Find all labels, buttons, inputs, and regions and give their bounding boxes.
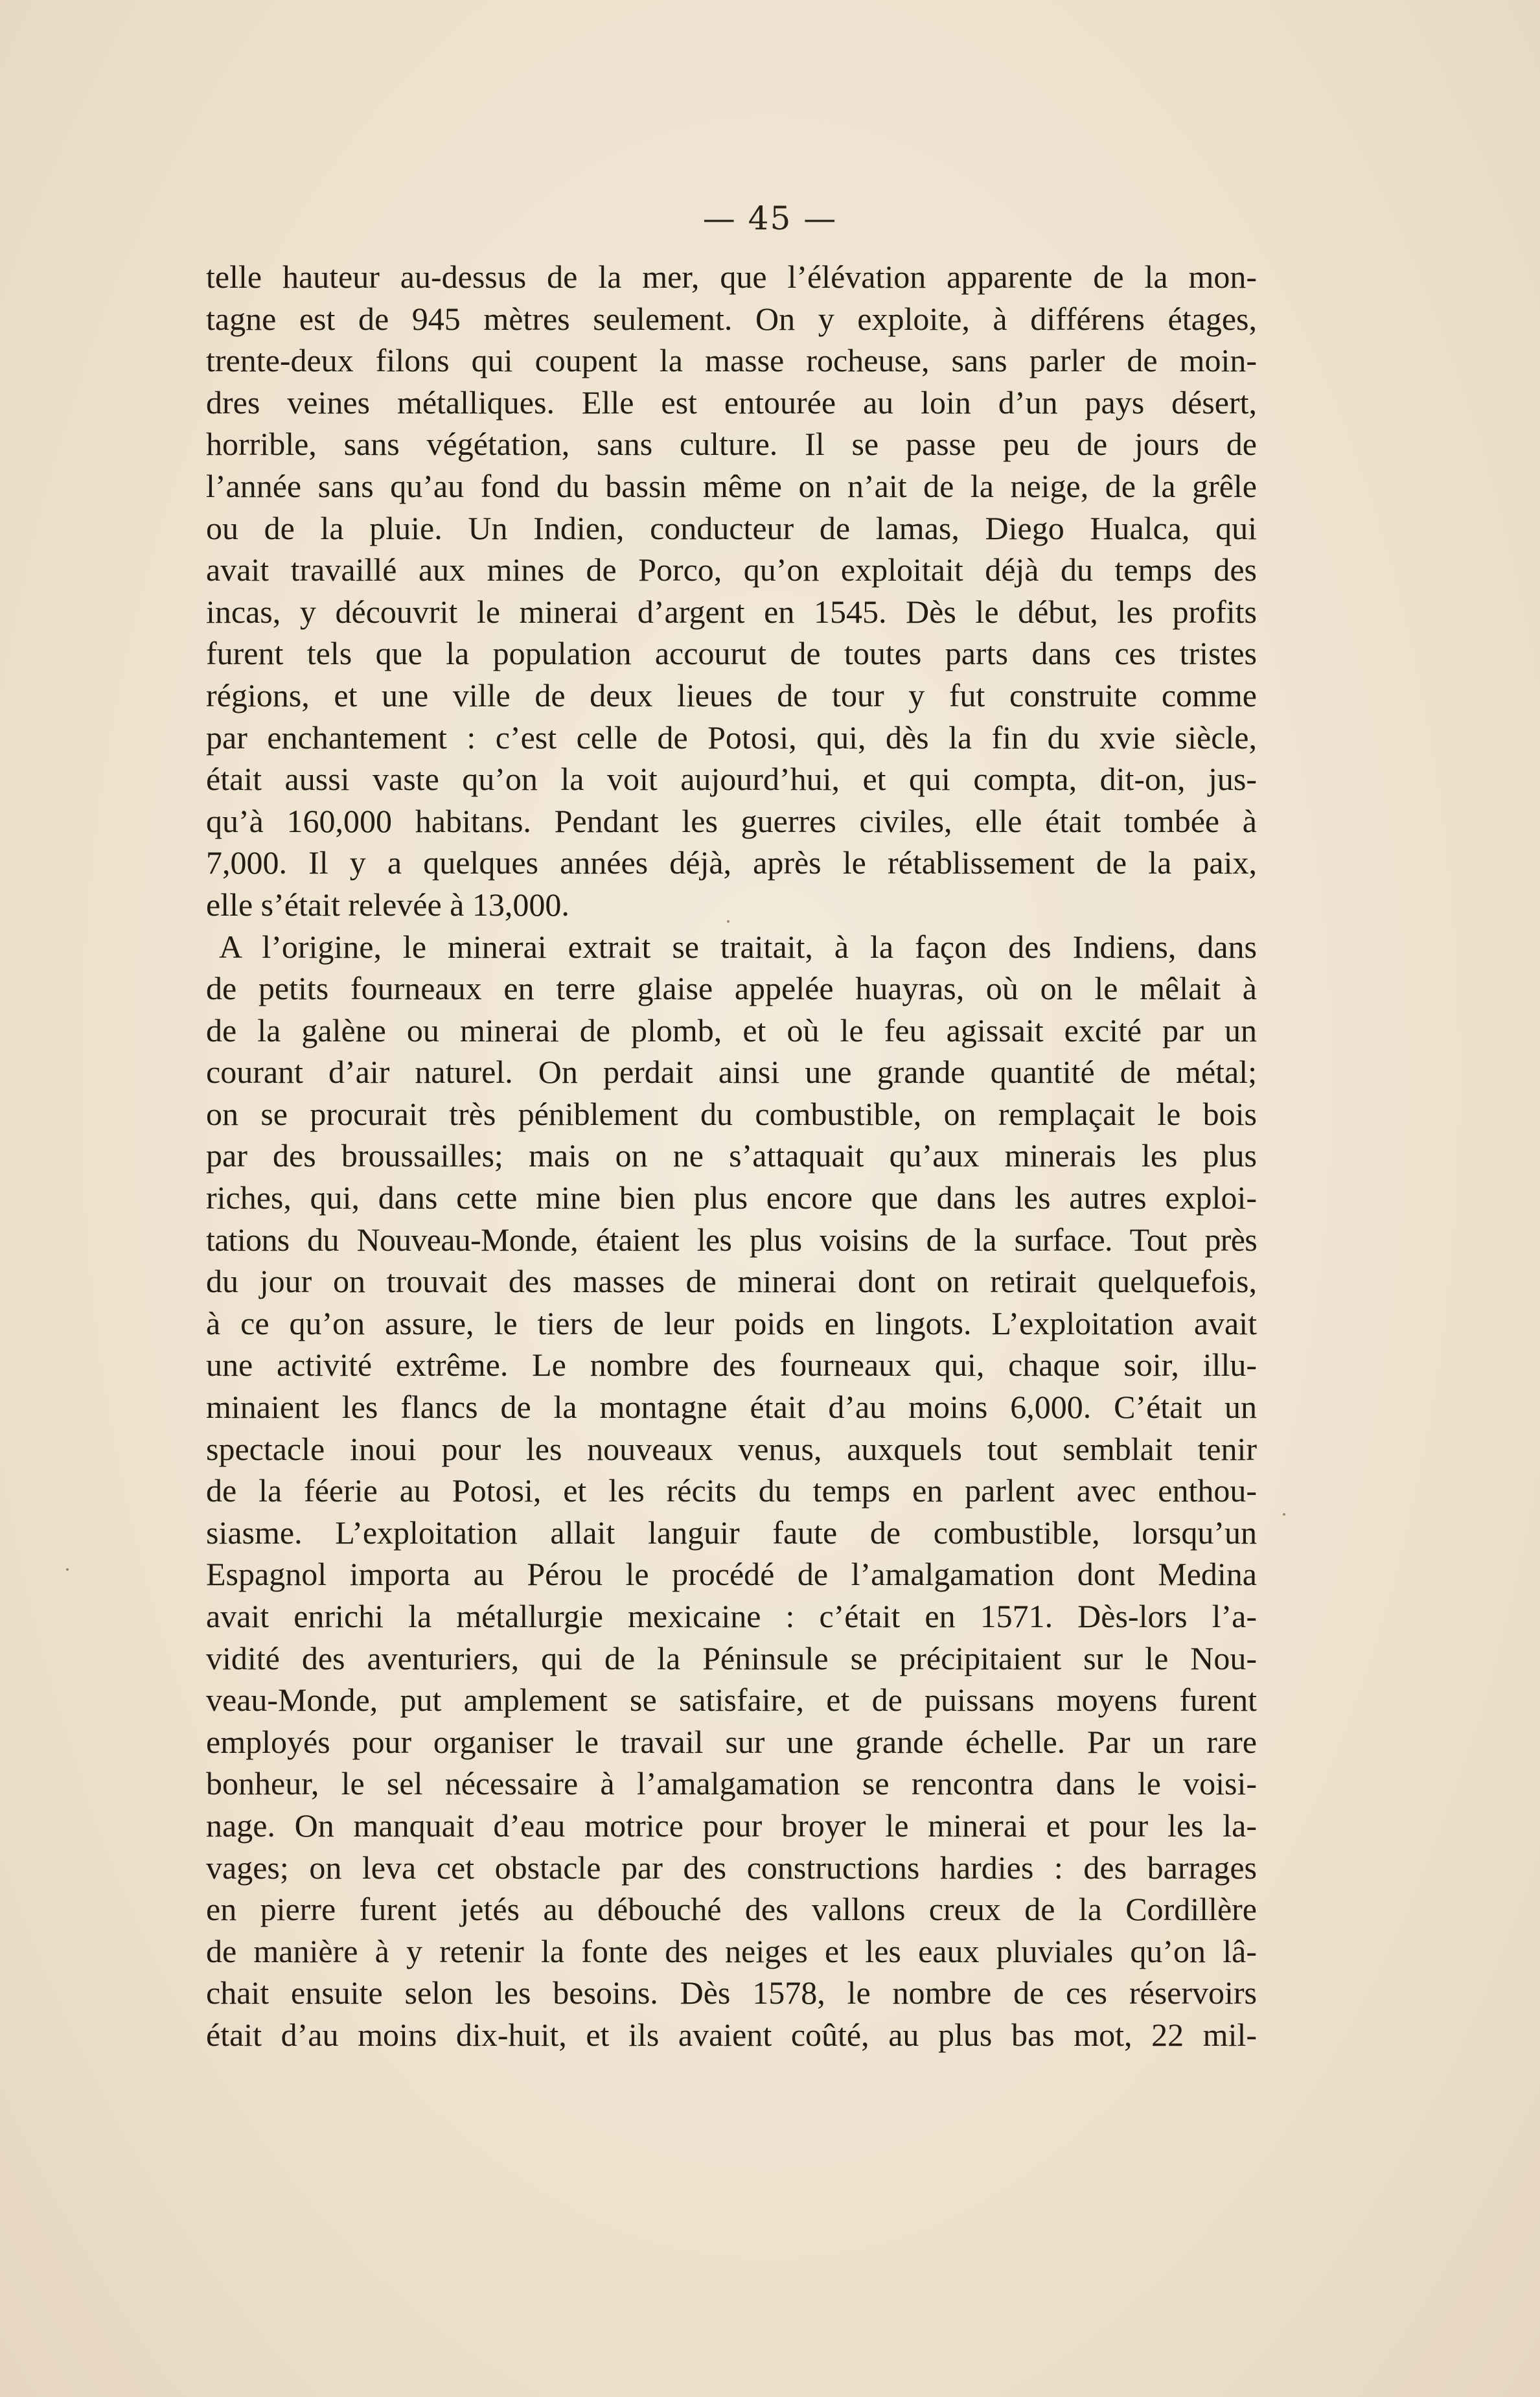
- text-line: minaient les flancs de la montagne était d’au moins 6,000. C’était un: [206, 1389, 1257, 1426]
- paragraph-start-line: A l’origine, le minerai extrait se traitait, à la façon des Indiens, dans: [219, 928, 1257, 965]
- text-line: employés pour organiser le travail sur une grande échelle. Par un rare: [206, 1723, 1257, 1760]
- text-line: nage. On manquait d’eau motrice pour broyer le minerai et pour les la-: [206, 1807, 1257, 1844]
- text-line: courant d’air naturel. On perdait ainsi une grande quantité de métal;: [206, 1054, 1257, 1091]
- text-line: était aussi vaste qu’on la voit aujourd’hui, et qui compta, dit-on, jus-: [206, 761, 1257, 798]
- text-line: une activité extrême. Le nombre des fourneaux qui, chaque soir, illu-: [206, 1347, 1257, 1384]
- text-line: telle hauteur au-dessus de la mer, que l’élévation apparente de la mon-: [206, 259, 1257, 295]
- text-line: chait ensuite selon les besoins. Dès 1578, le nombre de ces réservoirs: [206, 1974, 1257, 2011]
- text-line: bonheur, le sel nécessaire à l’amalgamation se rencontra dans le voisi-: [206, 1765, 1257, 1802]
- paragraph-end-line: elle s’était relevée à 13,000.: [206, 886, 569, 923]
- text-line: dres veines métalliques. Elle est entourée au loin d’un pays désert,: [206, 384, 1257, 421]
- text-line: de petits fourneaux en terre glaise appelée huayras, où on le mêlait à: [206, 970, 1257, 1007]
- text-line: l’année sans qu’au fond du bassin même on n’ait de la neige, de la grêle: [206, 467, 1257, 504]
- text-line: horrible, sans végétation, sans culture. Il se passe peu de jours de: [206, 426, 1257, 463]
- text-line: du jour on trouvait des masses de minerai dont on retirait quelquefois,: [206, 1263, 1257, 1300]
- text-line: siasme. L’exploitation allait languir faute de combustible, lorsqu’un: [206, 1514, 1257, 1551]
- text-line: par enchantement : c’est celle de Potosi, qui, dès la fin du xvie siècle,: [206, 719, 1257, 756]
- text-line: de manière à y retenir la fonte des neiges et les eaux pluviales qu’on lâ-: [206, 1932, 1257, 1969]
- text-line: furent tels que la population accourut de toutes parts dans ces tristes: [206, 635, 1257, 672]
- text-line: on se procurait très péniblement du combustible, on remplaçait le bois: [206, 1095, 1257, 1132]
- text-line: à ce qu’on assure, le tiers de leur poids en lingots. L’exploitation avait: [206, 1304, 1257, 1341]
- text-line: tations du Nouveau-Monde, étaient les plus voisins de la surface. Tout près: [206, 1221, 1257, 1258]
- text-line: avait enrichi la métallurgie mexicaine : c’était en 1571. Dès-lors l’a-: [206, 1598, 1257, 1634]
- text-line: Espagnol importa au Pérou le procédé de l’amalgamation dont Medina: [206, 1556, 1257, 1593]
- text-line: trente-deux filons qui coupent la masse rocheuse, sans parler de moin-: [206, 342, 1257, 379]
- text-line: en pierre furent jetés au débouché des vallons creux de la Cordillère: [206, 1891, 1257, 1928]
- text-line: avait travaillé aux mines de Porco, qu’on exploitait déjà du temps des: [206, 551, 1257, 588]
- text-line: était d’au moins dix-huit, et ils avaient coûté, au plus bas mot, 22 mil-: [206, 2016, 1257, 2053]
- page-number: — 45 —: [702, 200, 838, 237]
- text-line: vidité des aventuriers, qui de la Péninsule se précipitaient sur le Nou-: [206, 1639, 1257, 1676]
- text-line: régions, et une ville de deux lieues de tour y fut construite comme: [206, 677, 1257, 713]
- text-line: incas, y découvrit le minerai d’argent en 1545. Dès le début, les profits: [206, 593, 1257, 630]
- text-line: qu’à 160,000 habitans. Pendant les guerres civiles, elle était tombée à: [206, 802, 1257, 839]
- text-line: vages; on leva cet obstacle par des constructions hardies : des barrages: [206, 1849, 1257, 1886]
- text-line: tagne est de 945 mètres seulement. On y exploite, à différens étages,: [206, 300, 1257, 337]
- text-line: ou de la pluie. Un Indien, conducteur de lamas, Diego Hualca, qui: [206, 509, 1257, 546]
- text-line: de la galène ou minerai de plomb, et où le feu agissait excité par un: [206, 1012, 1257, 1048]
- text-line: riches, qui, dans cette mine bien plus encore que dans les autres exploi-: [206, 1179, 1257, 1216]
- paper-speck: [66, 1568, 69, 1571]
- text-line: spectacle inoui pour les nouveaux venus, auxquels tout semblait tenir: [206, 1430, 1257, 1467]
- text-line: 7,000. Il y a quelques années déjà, après le rétablissement de la paix,: [206, 844, 1257, 881]
- text-line: de la féerie au Potosi, et les récits du temps en parlent avec enthou-: [206, 1472, 1257, 1509]
- body-text: [206, 256, 1257, 2056]
- text-line: par des broussailles; mais on ne s’attaquait qu’aux minerais les plus: [206, 1137, 1257, 1174]
- paper-speck: [727, 920, 730, 923]
- paper-speck: [1283, 1513, 1285, 1516]
- text-line: veau-Monde, put amplement se satisfaire, et de puissans moyens furent: [206, 1682, 1257, 1719]
